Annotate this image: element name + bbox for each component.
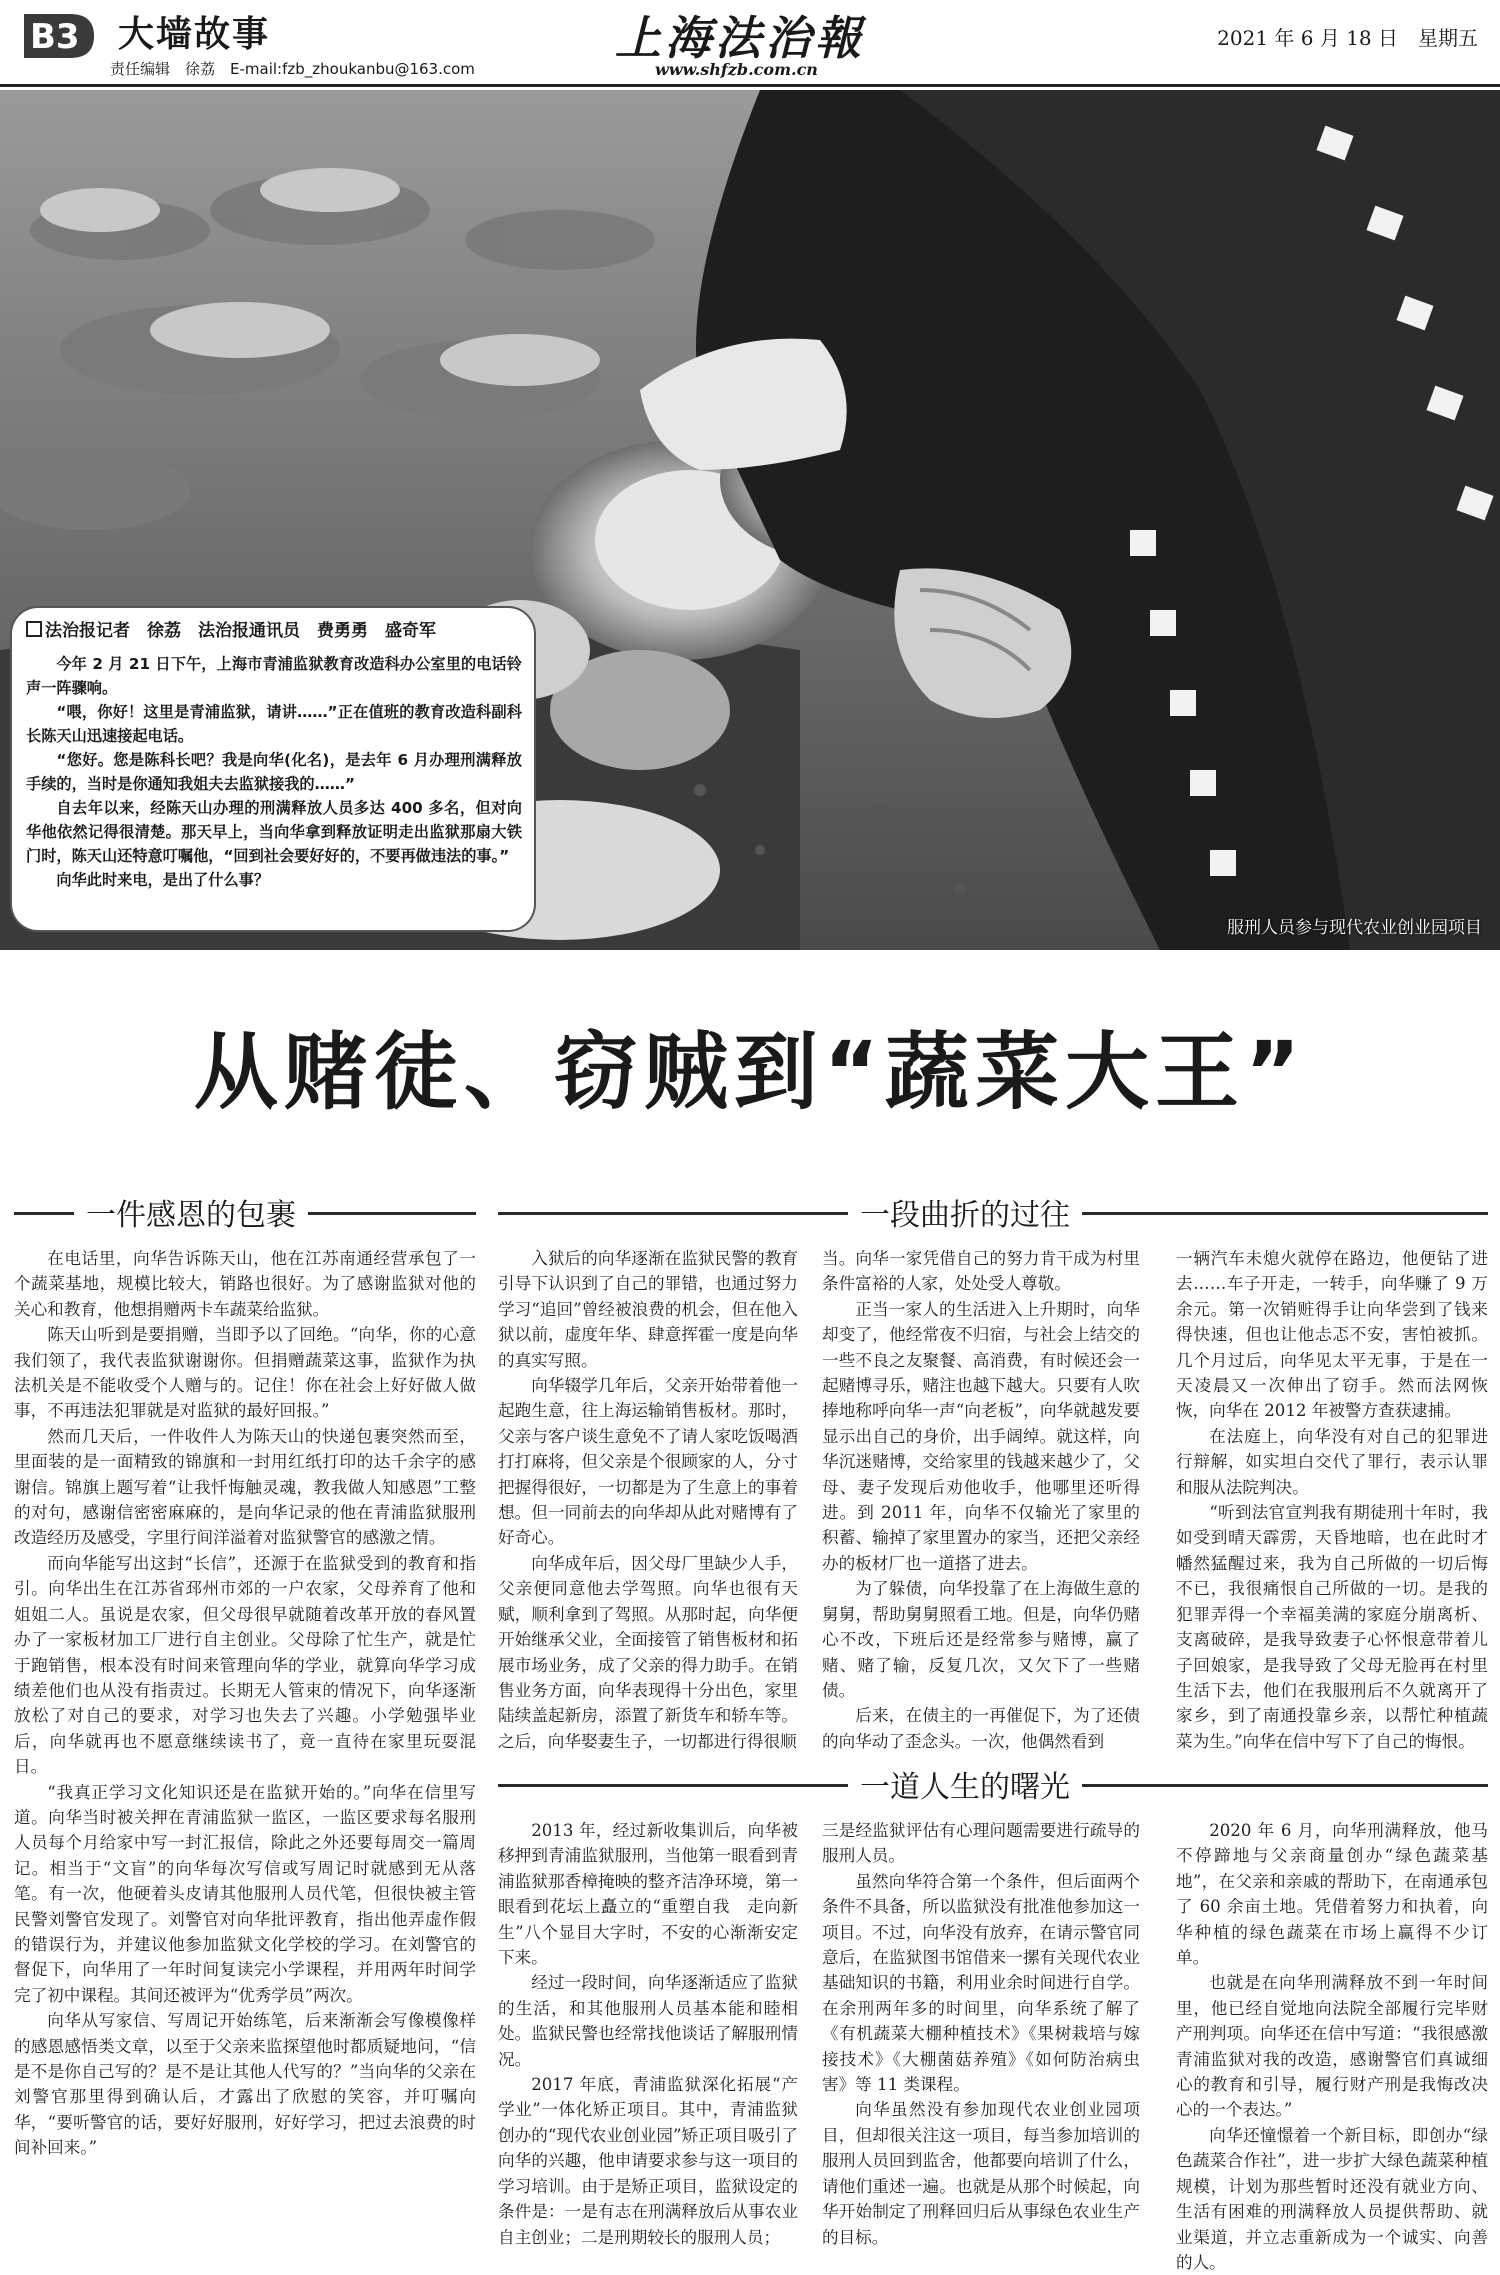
column-3 [822, 1246, 1140, 1751]
byline-text: 法治报记者 徐荔 法治报通讯员 费勇勇 盛奇军 [45, 621, 436, 641]
body-paragraph: 2013 年，经过新收集训后，向华被移押到青浦监狱服刑，当他第一眼看到青浦监狱那香樟掩映的整齐洁净环境，第一眼看到花坛上矗立的“重塑自我 走向新生”八个显目大字时，不安的心渐渐安定下来。 [498, 1821, 798, 1968]
intro-paragraph: “喂，你好！这里是青浦监狱，请讲……”正在值班的教育改造科副科长陈天山迅速接起电话。 [26, 703, 522, 745]
body-paragraph: 在法庭上，向华没有对自己的犯罪进行辩解，如实坦白交代了罪行，表示认罪和服从法院判决。 [1176, 1426, 1488, 1497]
section-header-2 [498, 1190, 1488, 1233]
intro-paragraph: “您好。您是陈科长吧？我是向华(化名)，是去年 6 月办理刑满释放手续的，当时是你通知我姐夫去监狱接我的……” [26, 751, 522, 793]
column-7 [1176, 1818, 1488, 2272]
newspaper-masthead: 上海法治報 [615, 11, 865, 65]
body-paragraph: 虽然向华符合第一个条件，但后面两个条件不具备，所以监狱没有批准他参加这一项目。不过，向华没有放弃，在请示警官同意后，在监狱图书馆借来一摞有关现代农业基础知识的书籍，利用业余时间进行自学。在余刑两年多的时间里，向华系统了解了《有机蔬菜大棚种植技术》《果树栽培与嫁接技术》《大棚菌菇养殖》《如何防治病虫害》等 11 类课程。 [822, 1871, 1140, 2095]
issue-date: 2021 年 6 月 18 日 星期五 [1217, 26, 1478, 50]
body-paragraph: 也就是在向华刑满释放不到一年时间里，他已经自觉地向法院全部履行完毕财产刑判项。向华还在信中写道：“我很感激青浦监狱对我的改造，感谢警官们真诚细心的教育和引导，履行财产刑是我悔改决心的一个表达。” [1176, 1973, 1488, 2120]
column-2 [498, 1246, 798, 1751]
intro-text [26, 652, 522, 892]
body-paragraph: 向华虽然没有参加现代农业创业园项目，但却很关注这一项目，每当参加培训的服刑人员回到监舍，他都要向培训了什么，请他们重述一遍。也就是从那个时候起，向华开始制定了刑释回归后从事绿色农业生产的目标。 [822, 2100, 1140, 2247]
body-paragraph: “听到法官宣判我有期徒刑十年时，我如受到晴天霹雳，天昏地暗，也在此时才幡然猛醒过来，我为自己所做的一切后悔不已，我很痛恨自己所做的一切。是我的犯罪弄得一个幸福美满的家庭分崩离析、支离破碎，是我导致妻子心怀恨意带着儿子回娘家，是我导致了父母无脸再在村里生活下去，他们在我服刑后不久就离开了家乡，到了南通投靠乡亲，以帮忙种植蔬菜为生。”向华在信中写下了自己的悔恨。 [1176, 1503, 1488, 1751]
column-4 [1176, 1246, 1488, 1751]
body-paragraph: 2020 年 6 月，向华刑满释放，他马不停蹄地与父亲商量创办“绿色蔬菜基地”，在父亲和亲戚的帮助下，在南通承包了 60 余亩土地。凭借着努力和执着，向华种植的绿色蔬菜在市场上赢得不少订单。 [1176, 1821, 1488, 1968]
body-paragraph: 三是经监狱评估有心理问题需要进行疏导的服刑人员。 [822, 1821, 1140, 1866]
section-code: B3 [30, 17, 80, 57]
section-header-3 [498, 1762, 1488, 1805]
column-1 [14, 1246, 476, 2226]
body-paragraph: 然而几天后，一件收件人为陈天山的快递包裹突然而至，里面装的是一面精致的锦旗和一封用红纸打印的达千余字的感谢信。锦旗上题写着“让我忏悔触灵魂，教我做人知感恩”工整的对句，感谢信密密麻麻的，是向华记录的他在青浦监狱服刑改造经历及感受，字里行间洋溢着对监狱警官的感激之情。 [14, 1426, 476, 1548]
body-paragraph: 2017 年底，青浦监狱深化拓展“产学业”一体化矫正项目。其中，青浦监狱创办的“现代农业创业园”矫正项目吸引了向华的兴趣，他申请要求参与这一项目的学习培训。由于是矫正项目，监狱设定的条件是：一是有志在刑满释放后从事农业自主创业；二是刑期较长的服刑人员； [498, 2075, 798, 2247]
body-paragraph: 正当一家人的生活进入上升期时，向华却变了，他经常夜不归宿，与社会上结交的一些不良之友聚餐、高消费，有时候还会一起赌博寻乐，赌注也越下越大。只要有人吹捧地称呼向华一声“向老板”，向华就越发要显示出自己的身价，出手阔绰。就这样，向华沉迷赌博，交给家里的钱越来越少了，父母、妻子发现后劝他收手，他哪里还听得进。到 2011 年，向华不仅输光了家里的积蓄、输掉了家里置办的家当，还把父亲经办的板材厂也一道搭了进去。 [822, 1299, 1140, 1573]
body-paragraph: 当。向华一家凭借自己的努力肯干成为村里条件富裕的人家，处处受人尊敬。 [822, 1249, 1140, 1294]
section-header-1 [14, 1190, 476, 1233]
column-6 [822, 1818, 1140, 2247]
body-paragraph: “我真正学习文化知识还是在监狱开始的。”向华在信里写道。向华当时被关押在青浦监狱一监区，一监区要求每名服刑人员每个月给家中写一封汇报信，除此之外还要每周交一篇周记。相当于“文盲”的向华每次写信或写周记时就感到无从落笔。有一次，他硬着头皮请其他服刑人员代笔，但很快被主管民警刘警官发现了。刘警官对向华批评教育，指出他弄虚作假的错误行为，并建议他参加监狱文化学校的学习。在刘警官的督促下，向华用了一年时间复读完小学课程，并用两年时间学完了初中课程。其间还被评为“优秀学员”两次。 [14, 1782, 476, 2005]
body-paragraph: 入狱后的向华逐渐在监狱民警的教育引导下认识到了自己的罪错，也通过努力学习“追回”曾经被浪费的机会，但在他入狱以前，虚度年华、肆意挥霍一度是向华的真实写照。 [498, 1249, 798, 1370]
body-paragraph: 在电话里，向华告诉陈天山，他在江苏南通经营承包了一个蔬菜基地，规模比较大，销路也很好。为了感谢监狱对他的关心和教育，他想捐赠两卡车蔬菜给监狱。 [14, 1249, 476, 1319]
body-paragraph: 而向华能写出这封“长信”，还源于在监狱受到的教育和指引。向华出生在江苏省邳州市郊的一户农家，父母养育了他和姐姐二人。虽说是农家，但父母很早就随着改革开放的春风置办了一家板材加工厂进行自主创业。父母除了忙生产，就是忙于跑销售，根本没有时间来管理向华的学业，就算向华学习成绩差他们也从没有指责过。长期无人管束的情况下，向华逐渐放松了对自己的要求，对学习也失去了兴趣。小学勉强毕业后，向华就再也不愿意继续读书了，竟一直待在家里玩耍混日。 [14, 1553, 476, 1777]
section-title-2: 一段曲折的过往 [848, 1190, 1082, 1234]
photo-caption: 服刑人员参与现代农业创业园项目 [1227, 918, 1482, 938]
body-paragraph: 向华成年后，因父母厂里缺少人手，父亲便同意他去学驾照。向华也很有天赋，顺利拿到了驾照。从那时起，向华便开始继承父业，全面接管了销售板材和拓展市场业务，成了父亲的得力助手。在销售业务方面，向华表现得十分出色，家里陆续盖起新房，添置了新货车和轿车等。之后，向华娶妻生子，一切都进行得很顺 [498, 1553, 798, 1751]
body-paragraph: 向华辍学几年后，父亲开始带着他一起跑生意，往上海运输销售板材。那时，父亲与客户谈生意免不了请人家吃饭喝酒打打麻将，但父亲是个很顾家的人，分寸把握得很好，一切都是为了生意上的事着想。但一同前去的向华却从此对赌博有了好奇心。 [498, 1376, 798, 1548]
article-headline: 从赌徒、窃贼到“蔬菜大王” [193, 1023, 1307, 1121]
website-link[interactable]: www.shfzb.com.cn [655, 60, 818, 79]
body-paragraph: 经过一段时间，向华逐渐适应了监狱的生活，和其他服刑人员基本能和睦相处。监狱民警也经常找他谈话了解服刑情况。 [498, 1973, 798, 2069]
body-paragraph: 向华从写家信、写周记开始练笔，后来渐渐会写像模像样的感恩感悟类文章，以至于父亲来监探望他时都质疑地问，“信是不是你自己写的？是不是让其他人代写的？”当向华的父亲在刘警官那里得到确认后，才露出了欣慰的笑容，并叮嘱向华，“要听警官的话，要好好服刑，好好学习，把过去浪费的时间补回来。” [14, 2011, 476, 2158]
square-bullet-icon [26, 621, 42, 637]
editor-line: 责任编辑 徐荔 E-mail:fzb_zhoukanbu@163.com [110, 60, 475, 78]
body-paragraph: 陈天山听到是要捐赠，当即予以了回绝。“向华，你的心意我们领了，我代表监狱谢谢你。但捐赠蔬菜这事，监狱作为执法机关是不能收受个人赠与的。记住！你在社会上好好做人做事，不再违法犯罪就是对监狱的最好回报。” [14, 1325, 476, 1421]
intro-box [12, 608, 534, 930]
body-paragraph: 为了躲债，向华投靠了在上海做生意的舅舅，帮助舅舅照看工地。但是，向华仍赌心不改，下班后还是经常参与赌博，赢了赌、赌了输，反复几次，又欠下了一些赌债。 [822, 1579, 1140, 1700]
body-paragraph: 向华还憧憬着一个新目标，即创办“绿色蔬菜合作社”，进一步扩大绿色蔬菜种植规模，计划为那些暂时还没有就业方向、生活有困难的刑满释放人员提供帮助、就业渠道，并立志重新成为一个诚实、向善的人。 [1176, 2125, 1488, 2272]
page-header [0, 0, 1500, 88]
section-title-3: 一道人生的曙光 [848, 1762, 1082, 1806]
byline [26, 616, 436, 641]
intro-paragraph: 今年 2 月 21 日下午，上海市青浦监狱教育改造科办公室里的电话铃声一阵骤响。 [26, 655, 522, 697]
body-paragraph: 后来，在债主的一再催促下，为了还债的向华动了歪念头。一次，他偶然看到 [822, 1706, 1140, 1751]
section-title-1: 一件感恩的包裹 [74, 1190, 308, 1234]
body-paragraph: 一辆汽车未熄火就停在路边，他便钻了进去……车子开走，一转手，向华赚了 9 万余元。第一次销赃得手让向华尝到了钱来得快速，但也让他忐忑不安，害怕被抓。几个月过后，向华见太平无事，于是在一天凌晨又一次伸出了窃手。然而法网恢恢，向华在 2012 年被警方查获逮捕。 [1176, 1249, 1488, 1421]
column-5 [498, 1818, 798, 2247]
section-badge-icon [20, 10, 106, 62]
header-divider [0, 84, 1500, 87]
intro-paragraph: 自去年以来，经陈天山办理的刑满释放人员多达 400 多名，但对向华他依然记得很清楚。那天早上，当向华拿到释放证明走出监狱那扇大铁门时，陈天山还特意叮嘱他，“回到社会要好好的，不要再做违法的事。” [26, 799, 522, 865]
section-title: 大墙故事 [118, 14, 271, 55]
intro-paragraph: 向华此时来电，是出了什么事？ [56, 871, 270, 889]
